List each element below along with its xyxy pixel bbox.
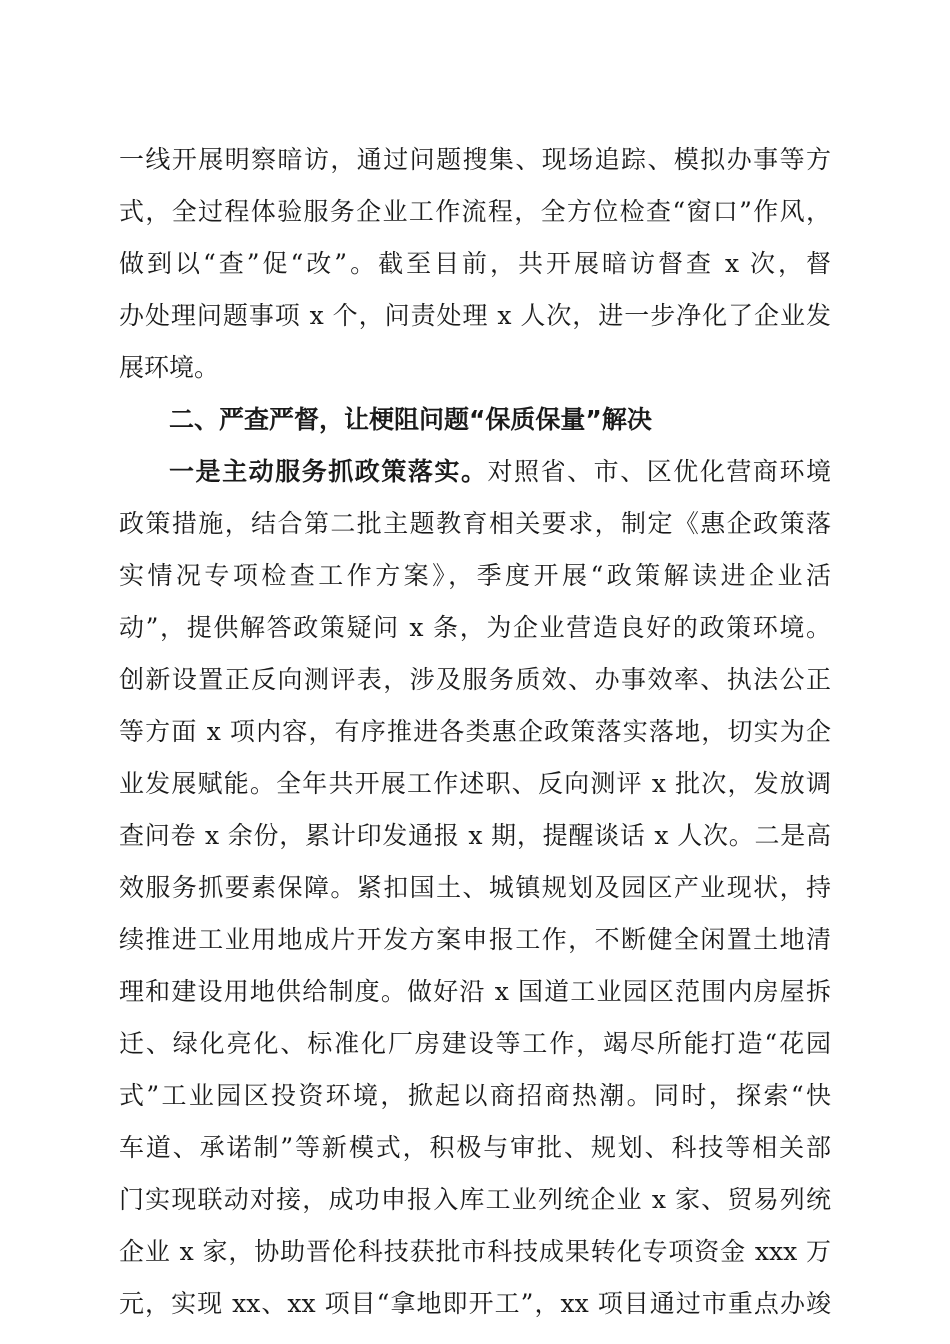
para2-line-3: 实情况专项检查工作方案》，季度开展“政策解读进企业活: [119, 561, 831, 590]
para2-lead: 一是主动服务抓政策落实。: [169, 457, 488, 486]
para2-line-11: 理和建设用地供给制度。做好沿 x 国道工业园区范围内房屋拆: [119, 977, 831, 1006]
para1-line-5: 展环境。: [119, 353, 220, 382]
section-heading: 二、严查严督，让梗阻问题“保质保量”解决: [169, 405, 652, 434]
para2-line-2: 政策措施，结合第二批主题教育相关要求，制定《惠企政策落: [119, 509, 831, 538]
para1-line-3: 做到以“查”促“改”。截至目前，共开展暗访督查 x 次，督: [119, 249, 831, 278]
para2-line-4: 动”，提供解答政策疑问 x 条，为企业营造良好的政策环境。: [119, 613, 831, 642]
para2-line-13: 式”工业园区投资环境，掀起以商招商热潮。同时，探索“快: [119, 1081, 831, 1110]
para2-line-15: 门实现联动对接，成功申报入库工业列统企业 x 家、贸易列统: [119, 1185, 831, 1214]
para2-line-12: 迁、绿化亮化、标准化厂房建设等工作，竭尽所能打造“花园: [119, 1029, 831, 1058]
para2-line-6: 等方面 x 项内容，有序推进各类惠企政策落实落地，切实为企: [119, 717, 831, 746]
para2-line-16: 企业 x 家，协助晋伦科技获批市科技成果转化专项资金 xxx 万: [119, 1237, 831, 1266]
para1-line-4: 办处理问题事项 x 个，问责处理 x 人次，进一步净化了企业发: [119, 301, 831, 330]
para2-line-17: 元，实现 xx、xx 项目“拿地即开工”，xx 项目通过市重点办竣: [119, 1289, 831, 1318]
para2-line-5: 创新设置正反向测评表，涉及服务质效、办事效率、执法公正: [119, 665, 831, 694]
para2-line-14: 车道、承诺制”等新模式，积极与审批、规划、科技等相关部: [119, 1133, 831, 1162]
para2-line-9: 效服务抓要素保障。紧扣国土、城镇规划及园区产业现状，持: [119, 873, 831, 902]
para2-line-8: 查问卷 x 余份，累计印发通报 x 期，提醒谈话 x 人次。二是高: [119, 821, 831, 850]
para2-line-10: 续推进工业用地成片开发方案申报工作，不断健全闲置土地清: [119, 925, 831, 954]
para1-line-1: 一线开展明察暗访，通过问题搜集、现场追踪、模拟办事等方: [119, 145, 831, 174]
para2-first-rest: 对照省、市、区优化营商环境: [487, 457, 831, 486]
para2-line-7: 业发展赋能。全年共开展工作述职、反向测评 x 批次，发放调: [119, 769, 831, 798]
para1-line-2: 式，全过程体验服务企业工作流程，全方位检查“窗口”作风，: [119, 197, 831, 226]
para2-line-1: [169, 449, 831, 495]
